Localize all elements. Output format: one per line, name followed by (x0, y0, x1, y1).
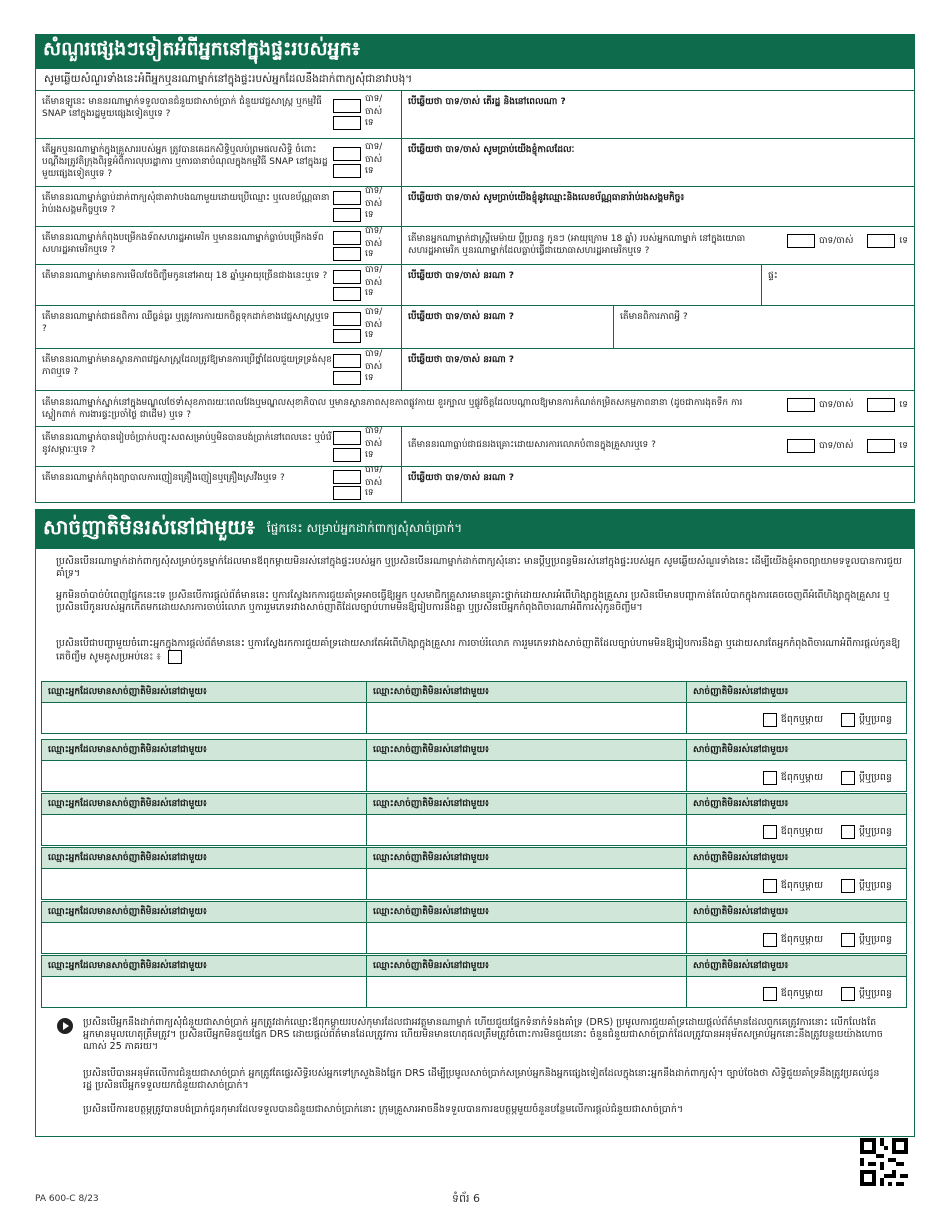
relation-options (687, 869, 906, 899)
relative-name-input[interactable] (367, 923, 687, 953)
col-header-relation: សាច់ញាតិមិនរស់នៅជាមួយ៖ (693, 853, 789, 863)
question-row (36, 227, 914, 265)
col-header-relative: ឈ្មោះសាច់ញាតិមិនរស់នៅជាមួយ៖ (367, 740, 687, 760)
question-text: តើមាននរណាម្នាក់ធ្លាប់ដាក់ពាក្យសុំជាគាវាបងណាមួយដោយប្រើឈ្មោះ ឬលេខប័ណ្ណធានារ៉ាប់រងសង្គមកិច្ចឬទេ ? (42, 193, 330, 215)
no-checkbox[interactable] (867, 398, 895, 412)
parent-label: ឪពុកឬម្ដាយ (780, 934, 824, 945)
question-row (36, 427, 914, 467)
no-label: ទេ (899, 441, 908, 451)
yes-label: បាទ/ចាស់ (365, 264, 383, 288)
question-text: តើមាននរណាធ្លាប់ជាជនរងគ្រោះដោយសារការលោភបំពានក្នុងគ្រួសារឬទេ ? (408, 440, 656, 450)
spouse-label: ប្ដីឬប្រពន្ធ (859, 772, 892, 783)
page-number: ទំព័រ 6 (452, 1192, 480, 1205)
no-checkbox[interactable] (333, 247, 361, 261)
spouse-checkbox[interactable] (841, 825, 855, 839)
parent-checkbox[interactable] (763, 713, 777, 727)
yes-label: បាទ/ចាស់ (365, 186, 383, 209)
yes-checkbox[interactable] (333, 431, 361, 445)
no-label: ទេ (365, 449, 374, 460)
safety-checkbox[interactable] (168, 650, 182, 664)
yes-checkbox[interactable] (787, 439, 815, 453)
person-name-input[interactable] (42, 815, 367, 845)
relation-options (687, 703, 906, 733)
no-checkbox[interactable] (333, 448, 361, 462)
section2-paragraph-1: ប្រសិនបើនរណាម្នាក់ដាក់ពាក្យសុំសម្រាប់កូនម្នាក់ដែលមានឪពុកម្ដាយមិនរស់នៅក្នុងផ្ទះរបស់អ្នក ឬប្រសិនបើនរណាម្នាក់ដាក់ពាក្យសុំនោះ មានប្ដីឬប្រពន្ធមិនរស់នៅក្នុងផ្ទះរបស់អ្នក សូមឆ្លើយសំណួរទាំងនេះ ដើម្បីយើងខ្ញុំអាចព្យាយាមទទួលបានការជួយគាំទ្រ។ (56, 556, 902, 579)
relation-options (687, 761, 906, 791)
question-text: តើអ្នកឬនរណាម្នាក់ក្នុងគ្រួសាររបស់អ្នក ត្រូវបានគេដកសិទ្ធិឬលប់ព្រមផលសិទ្ធិ ចំពោះបណ្ដឹងរត្រូវតិក្រុងពិរុទ្ធអំពីការលុបរដ្ឋាការ ឬការធានាបំណុលក្នុងកម្មវិធី SNAP នៅក្នុងរដ្ឋមួយផ្សេងទៀតឬទេ ? (42, 145, 328, 179)
section1-instruction-bar (35, 68, 915, 90)
relative-name-input[interactable] (367, 977, 687, 1007)
no-label: ទេ (899, 399, 908, 410)
yes-checkbox[interactable] (333, 147, 361, 161)
question-row (36, 306, 914, 349)
yes-label: បាទ/ចាស់ (818, 236, 854, 246)
answer-field[interactable]: បើឆ្លើយថា បាទ/ចាស់ សូមប្រាប់យើងខ្ញុំនូវឈ្មោះនិងលេខប័ណ្ណធានារ៉ាប់រងសង្គមកិច្ច៖ (408, 193, 685, 203)
no-label: ទេ (365, 248, 374, 259)
relative-table (41, 955, 907, 1008)
question-text: តើមាននរណាម្នាក់មានការមើលថែចិញ្ចឹមកូននៅអាយុ 18 ឆ្នាំឬអាយុច្រើនជាងនេះឬទេ ? (42, 271, 328, 281)
no-label: ទេ (365, 117, 374, 128)
section2-paragraph-3 (56, 638, 906, 664)
yes-label: បាទ/ចាស់ (365, 225, 383, 249)
person-name-input[interactable] (42, 977, 367, 1007)
question-text: តើមាននរណាម្នាក់ស្នាក់នៅក្នុងមណ្ឌលថែទាំសុខភាពរយៈពេលវែងឬមណ្ឌលសុខាភិបាល ឬមានស្ថានភាពសុខភាពផ្លូវកាយ ខួរក្បាល ឬផ្លូវចិត្តដែលបណ្ដាលឱ្យមានការកំណត់កម្រិតសកម្មភាពនានា (ដូចជាការងុតទឹក ការស្លៀកពាក់ ការងារផ្ទះប្រចាំថ្ងៃ ជាដើម) ឬទេ ? (42, 398, 743, 420)
yes-label: បាទ/ចាស់ (365, 426, 383, 449)
question-row (36, 464, 914, 502)
note-3: ប្រសិនបើការឧបត្ថម្ភត្រូវបានបង់ប្រាក់ជូនកុមារដែលទទួលបានជំនួយជាសាច់ប្រាក់នោះ ក្រុមគ្រួសារអាចនឹងទទួលបានការឧបត្ថម្ភមួយចំនួនបន្ថែមលើការផ្ដល់ជំនួយជាសាច់ប្រាក់។ (83, 1104, 684, 1115)
question-row (36, 265, 914, 306)
spouse-label: ប្ដីឬប្រពន្ធ (859, 826, 892, 837)
question-text: តើមាននរណាម្នាក់ជាជនពិការ ឈឺធ្ងន់ធ្ងរ ឬត្រូវការការយកចិត្តទុកដាក់ខាងវេជ្ជសាស្ត្រឬទេ ? (42, 312, 330, 334)
no-checkbox[interactable] (333, 116, 361, 130)
no-checkbox[interactable] (867, 234, 895, 248)
question-text: តើមាននរណាម្នាក់មានស្ថានភាពវេជ្ជសាស្ត្រដែលត្រូវឱ្យមានការប្រើថ្នាំដែលជួយទ្រទ្រង់សុខភាពឬទេ ? (42, 355, 332, 377)
yes-checkbox[interactable] (333, 354, 361, 368)
no-checkbox[interactable] (333, 287, 361, 301)
yes-checkbox[interactable] (333, 470, 361, 484)
answer-field-home[interactable]: ផ្ទះ (768, 271, 778, 281)
yes-checkbox[interactable] (333, 312, 361, 326)
note-1: ប្រសិនបើអ្នកនឹងដាក់ពាក្យសុំជំនួយជាសាច់ប្រាក់ អ្នកត្រូវដាក់ឈ្មោះឪពុកម្ដាយរបស់កុមារដែលជាអវត្តមានណាម្នាក់ ហើយជួយផ្នែកទំនាក់ទំនងគាំទ្រ (DRS) ប្រមូលការជួយគាំទ្រដោយផ្ដល់ព័ត៌មានដែលពួកគេត្រូវការនោះ លើកលែងតែអ្នកមានមូលហេតុត្រឹមត្រូវ។ ប្រសិនបើអ្នកមិនជួយផ្នែក DRS ដោយផ្ដល់ព័ត៌មានដែលត្រូវការ ហើយមិនមានហេតុផលត្រឹមត្រូវចំពោះការមិនជួយនោះ ចំនួនជំនួយជាសាច់ប្រាក់ដែលត្រូវបានអនុម័តសម្រាប់អ្នកនោះនឹងត្រូវបន្ថយយ៉ាងហោចណាស់ 25 ភាគរយ។ (83, 1017, 883, 1052)
parent-checkbox[interactable] (763, 987, 777, 1001)
relative-name-input[interactable] (367, 761, 687, 791)
relative-table (41, 793, 907, 846)
no-checkbox[interactable] (333, 329, 361, 343)
col-header-person: ឈ្មោះអ្នកដែលមានសាច់ញាតិមិនរស់នៅជាមួយ៖ (42, 682, 367, 702)
spouse-checkbox[interactable] (841, 987, 855, 1001)
no-checkbox[interactable] (333, 371, 361, 385)
yes-label: បាទ/ចាស់ (365, 94, 383, 117)
yes-checkbox[interactable] (333, 231, 361, 245)
col-header-relation: សាច់ញាតិមិនរស់នៅជាមួយ៖ (693, 799, 789, 809)
relation-options (687, 815, 906, 845)
col-header-person: ឈ្មោះអ្នកដែលមានសាច់ញាតិមិនរស់នៅជាមួយ៖ (42, 740, 367, 760)
person-name-input[interactable] (42, 703, 367, 733)
questions-table (35, 90, 915, 503)
no-checkbox[interactable] (867, 439, 895, 453)
no-label: ទេ (365, 330, 374, 340)
spouse-checkbox[interactable] (841, 771, 855, 785)
relative-table (41, 847, 907, 900)
spouse-label: ប្ដីឬប្រពន្ធ (859, 880, 892, 891)
yes-checkbox[interactable] (333, 191, 361, 205)
section2-paragraph-2: អ្នកមិនចាំបាច់បំពេញផ្នែកនេះទេ ប្រសិនបើការផ្ដល់ព័ត៌មាននេះ ឬការស្វែងរកការជួយគាំទ្រអាចធ្វើឱ្យអ្នក ឬសមាជិកគ្រួសារមានគ្រោះថ្នាក់ដោយសារអំពើហិង្សាក្នុងគ្រួសារ ប្រសិនបើមានបញ្ហាកាន់តែលំបាកក្នុងការគេចចេញពីអំពើហិង្សាក្នុងគ្រួសារ ឬប្រសិនបើកូនរបស់អ្នកកើតមកដោយសារការចាប់រំលោភ ឬការរួមភេទរវាងសាច់ញាតិដែលច្បាប់ហាមមិនឱ្យរៀបការនឹងគ្នា ឬប្រសិនបើអ្នកកំពុងពិចារណាអំពីការសុំកូនចិញ្ចឹម។ (56, 590, 890, 613)
spouse-checkbox[interactable] (841, 713, 855, 727)
yes-checkbox[interactable] (787, 398, 815, 412)
no-checkbox[interactable] (333, 486, 361, 500)
col-header-relation: សាច់ញាតិមិនរស់នៅជាមួយ៖ (693, 961, 789, 971)
parent-label: ឪពុកឬម្ដាយ (780, 988, 824, 999)
spouse-label: ប្ដីឬប្រពន្ធ (859, 934, 892, 945)
yes-label: បាទ/ចាស់ (818, 399, 854, 410)
person-name-input[interactable] (42, 869, 367, 899)
col-header-relation: សាច់ញាតិមិនរស់នៅជាមួយ៖ (693, 745, 789, 755)
parent-checkbox[interactable] (763, 879, 777, 893)
spouse-label: ប្ដីឬប្រពន្ធ (859, 988, 892, 999)
col-header-relation: សាច់ញាតិមិនរស់នៅជាមួយ៖ (693, 907, 789, 917)
section1-instruction: សូមឆ្លើយសំណួរទាំងនេះអំពីអ្នកឬនរណាម្នាក់នៅក្នុងផ្ទះរបស់អ្នកដែលនឹងដាក់ពាក្យសុំជានាវាបងុ។ (44, 73, 413, 85)
answer-field[interactable]: បើឆ្លើយថា បាទ/ចាស់ នរណា ? (408, 473, 515, 483)
relative-table (41, 739, 907, 792)
parent-checkbox[interactable] (763, 771, 777, 785)
question-row (36, 391, 914, 427)
relative-name-input[interactable] (367, 869, 687, 899)
col-header-person: ឈ្មោះអ្នកដែលមានសាច់ញាតិមិនរស់នៅជាមួយ៖ (42, 848, 367, 868)
person-name-input[interactable] (42, 923, 367, 953)
answer-field[interactable]: បើឆ្លើយថា បាទ/ចាស់ នរណា ? (408, 355, 515, 365)
question-text: តើមាននរណាម្នាក់កំពុងបម្រើកងទ័ពសហរដ្ឋអាមេរិក ឬមាននរណាម្នាក់ធ្លាប់បម្រើកងទ័ពសហរដ្ឋអាមេរិកឬទេ ? (42, 233, 324, 255)
col-header-person: ឈ្មោះអ្នកដែលមានសាច់ញាតិមិនរស់នៅជាមួយ៖ (42, 902, 367, 922)
yes-checkbox[interactable] (787, 234, 815, 248)
question-row (36, 187, 914, 227)
relation-options (687, 977, 906, 1007)
no-label: ទេ (365, 487, 374, 498)
relation-options (687, 923, 906, 953)
parent-label: ឪពុកឬម្ដាយ (780, 880, 824, 891)
yes-checkbox[interactable] (333, 99, 361, 113)
spouse-label: ប្ដីឬប្រពន្ធ (859, 714, 892, 725)
spouse-checkbox[interactable] (841, 879, 855, 893)
yes-label: បាទ/ចាស់ (365, 306, 383, 330)
question-text: តើមាននរណាម្នាក់បានរៀបចំប្រាក់បញ្ចុះសពសម្រាប់ឬមិនបានបង់ប្រាក់នៅពេលនេះ ឬបំរើនូវសម្ភារៈឬទេ ? (42, 433, 332, 455)
col-header-relative: ឈ្មោះសាច់ញាតិមិនរស់នៅជាមួយ៖ (367, 902, 687, 922)
spouse-checkbox[interactable] (841, 933, 855, 947)
yes-label: បាទ/ចាស់ (365, 464, 383, 488)
relative-table (41, 901, 907, 954)
yes-label: បាទ/ចាស់ (365, 142, 383, 165)
answer-field[interactable]: បើឆ្លើយថា បាទ/ចាស់ នរណា ? (402, 265, 762, 305)
play-arrow-icon (57, 1018, 73, 1034)
relative-table (41, 681, 907, 734)
parent-label: ឪពុកឬម្ដាយ (780, 826, 824, 837)
relative-name-input[interactable] (367, 815, 687, 845)
yes-label: បាទ/ចាស់ (818, 441, 854, 451)
parent-label: ឪពុកឬម្ដាយ (780, 714, 824, 725)
question-row (36, 139, 914, 187)
answer-field[interactable]: បើឆ្លើយថា បាទ/ចាស់ នរណា ? (402, 306, 614, 348)
no-label: ទេ (899, 236, 908, 246)
section2-title: សាច់ញាតិមិនរស់នៅជាមួយ៖ (43, 515, 255, 539)
question-text: តើមានឡូនេះ មានន​រណាម្នាក់ទទួលបានជំនួយជាសាច់ប្រាក់ ជំនួយវេជ្ជសាស្ត្រ ឬកម្មវិធី SNAP នៅក្នុងរដ្ឋមួយផ្សេងទៀតឬទេ ? (42, 97, 322, 119)
no-label: ទេ (365, 209, 374, 220)
col-header-relative: ឈ្មោះសាច់ញាតិមិនរស់នៅជាមួយ៖ (367, 682, 687, 702)
parent-checkbox[interactable] (763, 825, 777, 839)
yes-label: បាទ/ចាស់ (365, 349, 383, 372)
yes-checkbox[interactable] (333, 270, 361, 284)
section2-subtitle: ផ្នែកនេះ សម្រាប់អ្នកដាក់ពាក្យសុំសាច់ប្រាក់។ (266, 521, 463, 535)
no-label: ទេ (365, 288, 374, 298)
col-header-relation: សាច់ញាតិមិនរស់នៅជាមួយ៖ (693, 687, 789, 697)
relative-name-input[interactable] (367, 703, 687, 733)
section1-title-bar (35, 34, 915, 68)
section2-title-bar (35, 509, 915, 549)
answer-field-disability[interactable]: តើមានពិការភាពអ្វី ? (620, 312, 688, 322)
col-header-relative: ឈ្មោះសាច់ញាតិមិនរស់នៅជាមួយ៖ (367, 794, 687, 814)
answer-field[interactable]: បើឆ្លើយថា បាទ/ចាស់ សូមប្រាប់យើងខ្ញុំកាលដែលៈ (408, 145, 575, 155)
col-header-relative: ឈ្មោះសាច់ញាតិមិនរស់នៅជាមួយ៖ (367, 848, 687, 868)
section2-paragraph-3-text: ប្រសិនបើជាបញ្ហាមួយចំពោះអ្នកក្នុងការផ្ដល់ព័ត៌មាននេះ ឬការស្វែងរកការជួយគាំទ្រដោយសារតែអំពើហិង្សាក្នុងគ្រួសារ ការចាប់រំលោភ ការរួមភេទរវាងសាច់ញាតិដែលច្បាប់ហាមមិនឱ្យរៀបការនឹងគ្នា ឬដោយសារតែអ្នកកំពុងពិចារណាអំពីការផ្ដល់កូនឱ្យគេចិញ្ចឹម សូមគូសប្រអប់នេះ ៖ (56, 638, 901, 663)
question-text: តើមានអ្នកណាម្នាក់ជាស្ត្រីមេម៉ាយ ប្ដីប្រពន្ធ កូនៗ (អាយុក្រោម 18 ឆ្នាំ) របស់អ្នកណាម្នាក់ នៅក្នុងយោធាសហរដ្ឋអាមេរិក ឬនរណាម្នាក់ដែលធ្លាប់ធ្វើជាយោធាសហរដ្ឋអាមេរិកឬទេ ? (408, 234, 746, 256)
parent-checkbox[interactable] (763, 933, 777, 947)
question-row (36, 91, 914, 139)
form-id: PA 600-C 8/23 (35, 1194, 99, 1204)
no-label: ទេ (365, 372, 374, 383)
qr-code-icon (860, 1138, 908, 1186)
answer-field[interactable]: បើឆ្លើយថា បាទ/ចាស់ តើរដ្ឋ និងនៅពេលណា ? (408, 97, 566, 107)
note-2: ប្រសិនបើបានអនុម័តលើការជំនួយជាសាច់ប្រាក់ អ្នកត្រូវតែផ្ទេរសិទ្ធិរបស់អ្នកទៅក្រសួងនិងផ្នែក DRS ដើម្បីប្រមូលសាច់ប្រាក់សម្រាប់អ្នកនិងអ្នកផ្សេងទៀតដែលក្នុងនោះអ្នកនឹងដាក់ពាក្យសុំ។ ច្បាប់ចែងថា សិទ្ធិជួយគាំទ្រនឹងត្រូវប្រគល់ជូនរដ្ឋ ប្រសិនបើអ្នកទទួលយកជំនួយជាសាច់ប្រាក់។ (83, 1068, 880, 1091)
no-checkbox[interactable] (333, 164, 361, 178)
no-label: ទេ (365, 165, 374, 176)
section1-title: សំណួរផ្សេងៗទៀតអំពីអ្នកនៅក្នុងផ្ទះរបស់អ្នក៖ (43, 38, 361, 60)
question-row (36, 349, 914, 391)
no-checkbox[interactable] (333, 208, 361, 222)
parent-label: ឪពុកឬម្ដាយ (780, 772, 824, 783)
col-header-relative: ឈ្មោះសាច់ញាតិមិនរស់នៅជាមួយ៖ (367, 956, 687, 976)
person-name-input[interactable] (42, 761, 367, 791)
question-text: តើមាននរណាម្នាក់កំពុងព្យាបាលការញៀនគ្រឿងញៀនឬគ្រឿងស្រវឹងឬទេ ? (42, 473, 285, 483)
col-header-person: ឈ្មោះអ្នកដែលមានសាច់ញាតិមិនរស់នៅជាមួយ៖ (42, 794, 367, 814)
col-header-person: ឈ្មោះអ្នកដែលមានសាច់ញាតិមិនរស់នៅជាមួយ៖ (42, 956, 367, 976)
